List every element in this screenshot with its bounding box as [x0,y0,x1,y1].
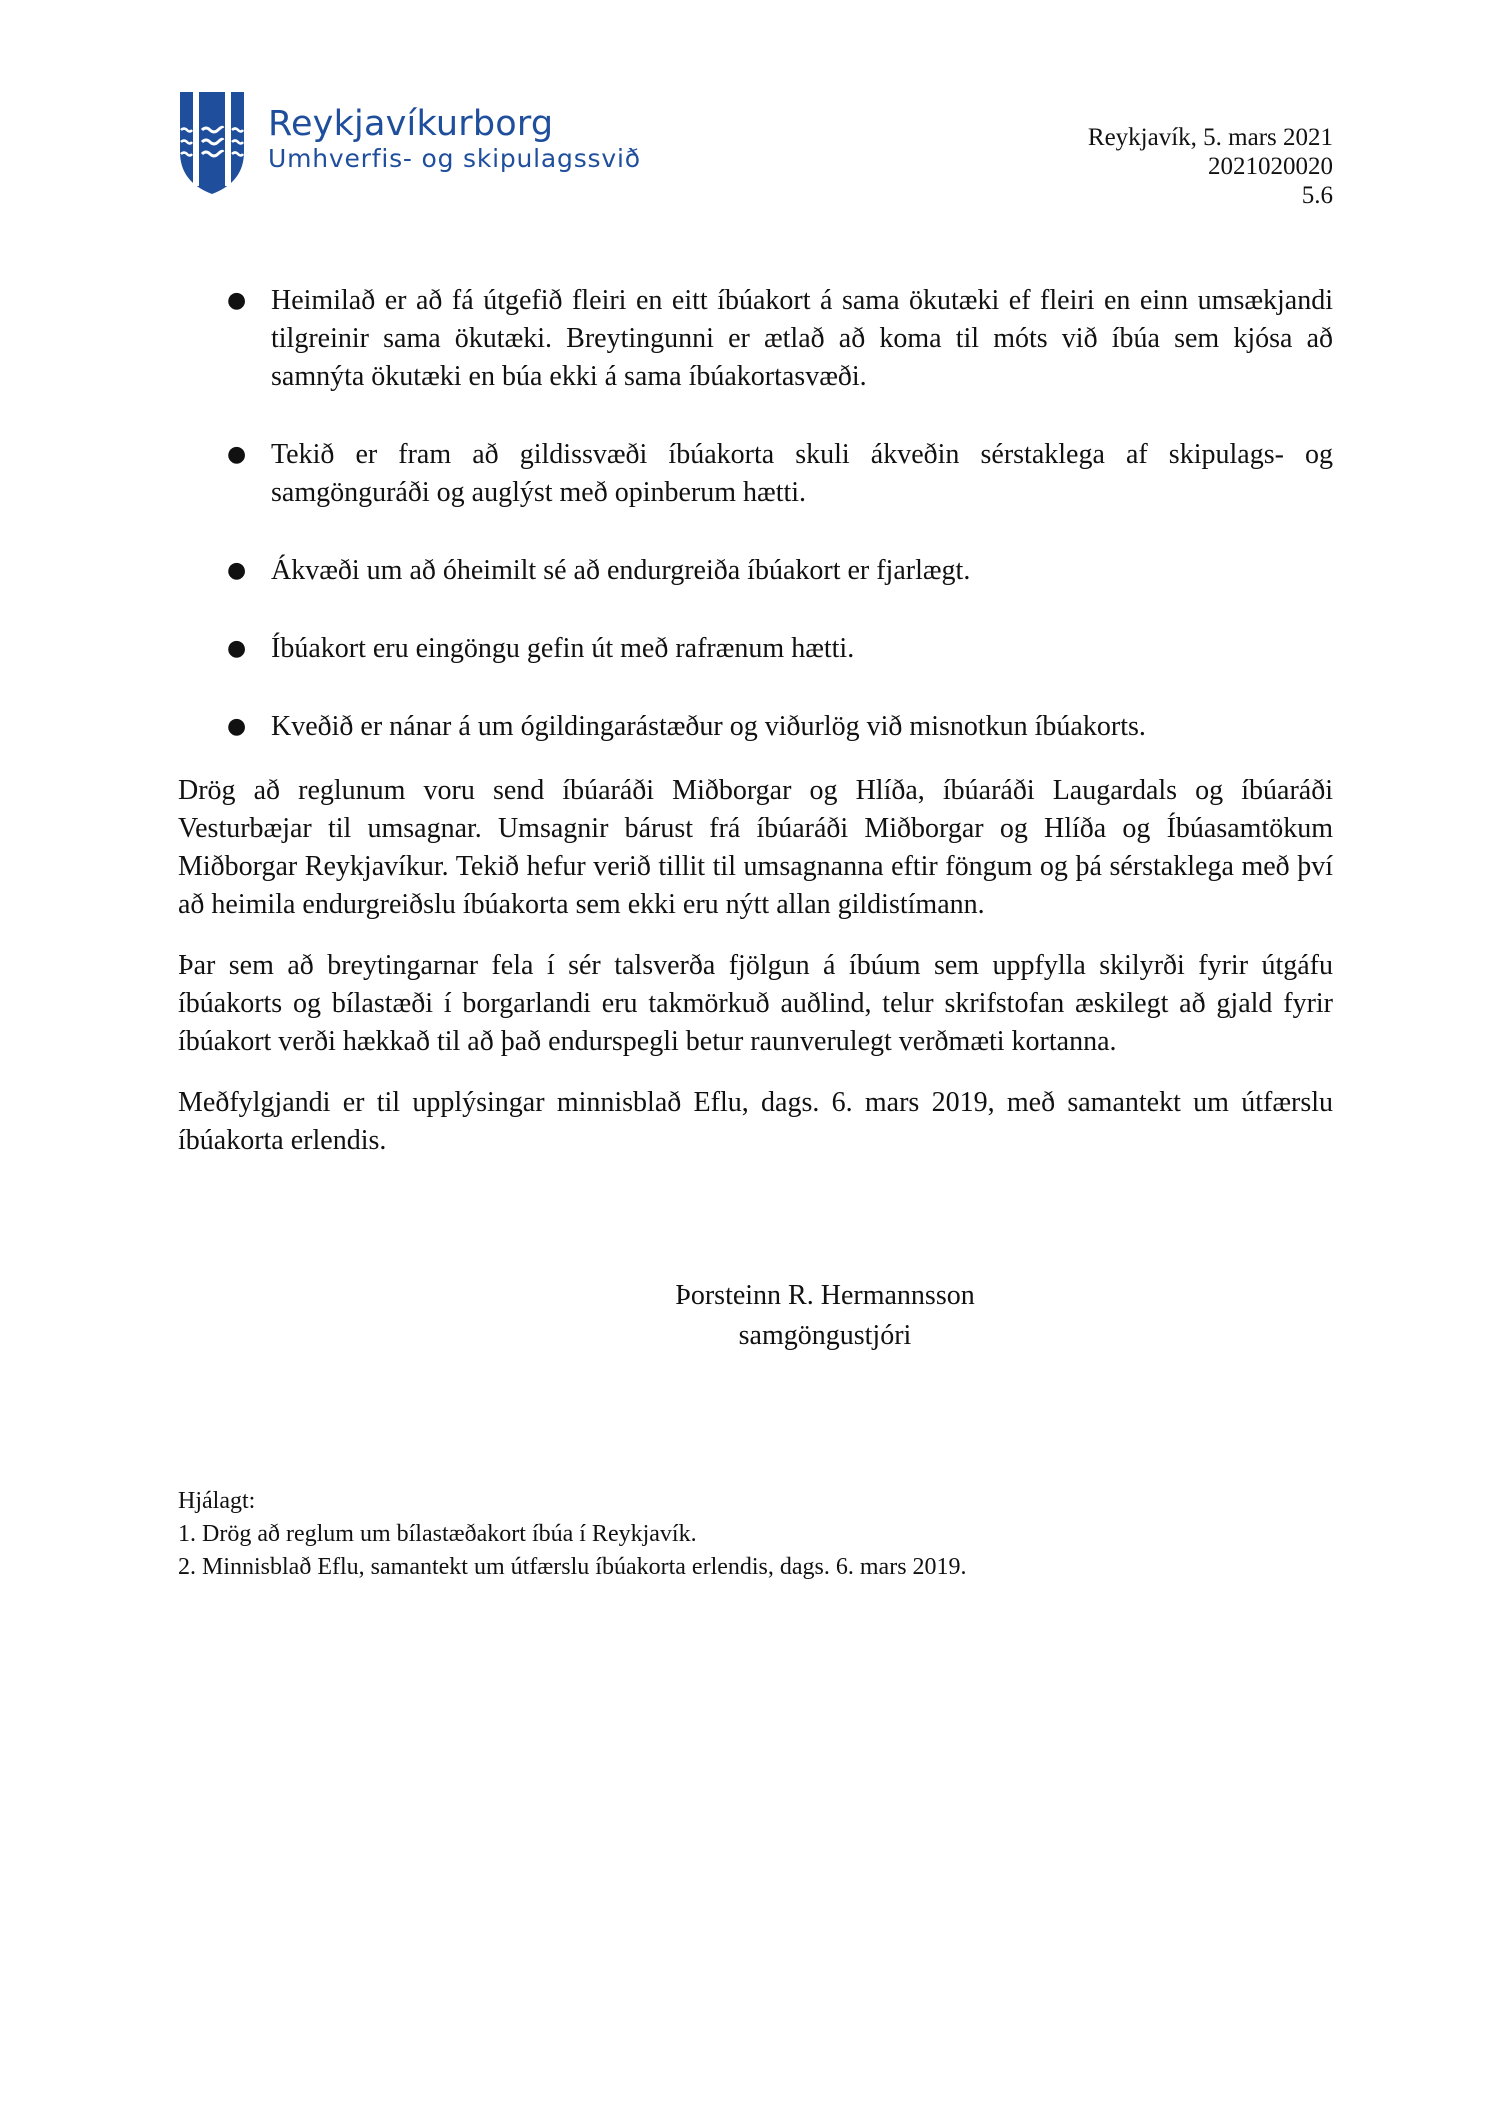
signature-block [0,1276,1500,1356]
paragraph-review: Drög að reglunum voru send íbúaráði Miðborgar og Hlíða, íbúaráði Laugardals og íbúaráði Vesturbæjar til umsagnar. Umsagnir bárust frá íbúaráði Miðborgar og Hlíða og Íbúasamtökum Miðborgar Reykjavíkur. Tekið hefur verið tillit til umsagnanna eftir föngum og þá sérstaklega með því að heimila endurgreiðslu íbúakorta sem ekki eru nýtt allan gildistímann. [178,775,1333,920]
list-item-text: Íbúakort eru eingöngu gefin út með rafrænum hætti. [271,633,855,664]
bullet-dot-icon: ● [227,442,247,467]
department-name: Umhverfis- og skipulagssvið [268,144,641,173]
list-item [178,552,1333,590]
bullet-dot-icon: ● [227,714,247,739]
signatory-title: samgöngustjóri [738,1320,912,1351]
attachments-section [178,1485,967,1584]
list-item [178,436,1333,512]
list-item [178,282,1333,396]
attachment-item: 1. Drög að reglum um bílastæðakort íbúa í Reykjavík. [178,1521,697,1547]
reykjavik-coat-of-arms-icon [178,90,246,196]
attachments-heading: Hjálagt: [178,1488,256,1514]
list-item [178,630,1333,668]
document-header-meta [1088,123,1333,210]
list-item-text: Kveðið er nánar á um ógildingarástæður og viðurlög við misnotkun íbúakorts. [271,711,1146,742]
city-logo [178,90,641,196]
attachment-item: 2. Minnisblað Eflu, samantekt um útfærslu íbúakorta erlendis, dags. 6. mars 2019. [178,1554,967,1580]
list-item-text: Tekið er fram að gildissvæði íbúakorta skuli ákveðin sérstaklega af skipulags- og samgönguráði og auglýst með opinberum hætti. [271,439,1333,508]
bullet-dot-icon: ● [227,288,247,313]
org-name: Reykjavíkurborg [268,104,554,144]
document-body [178,282,1333,1183]
signatory-name: Þorsteinn R. Hermannsson [675,1280,975,1311]
bullet-dot-icon: ● [227,636,247,661]
list-item [178,708,1333,746]
paragraph-fee: Þar sem að breytingarnar fela í sér talsverða fjölgun á íbúum sem uppfylla skilyrði fyrir útgáfu íbúakorts og bílastæði í borgarlandi eru takmörkuð auðlind, telur skrifstofan æskilegt að gjald fyrir íbúakort verði hækkað til að það endurspegli betur raunverulegt verðmæti kortanna. [178,950,1333,1057]
paragraph-memo: Meðfylgjandi er til upplýsingar minnisblað Eflu, dags. 6. mars 2019, með samantekt um útfærslu íbúakorta erlendis. [178,1087,1333,1156]
list-item-text: Ákvæði um að óheimilt sé að endurgreiða íbúakort er fjarlægt. [271,555,971,586]
list-item-text: Heimilað er að fá útgefið fleiri en eitt íbúakort á sama ökutæki ef fleiri en einn umsækjandi tilgreinir sama ökutæki. Breytingunni er ætlað að koma til móts við íbúa sem kjósa að samnýta ökutæki en búa ekki á sama íbúakortasvæði. [271,285,1333,392]
bullet-dot-icon: ● [227,558,247,583]
place-date: Reykjavík, 5. mars 2021 [1087,124,1333,151]
item-number: 5.6 [1301,182,1333,209]
case-number: 2021020020 [1208,153,1333,180]
changes-list [178,282,1333,746]
